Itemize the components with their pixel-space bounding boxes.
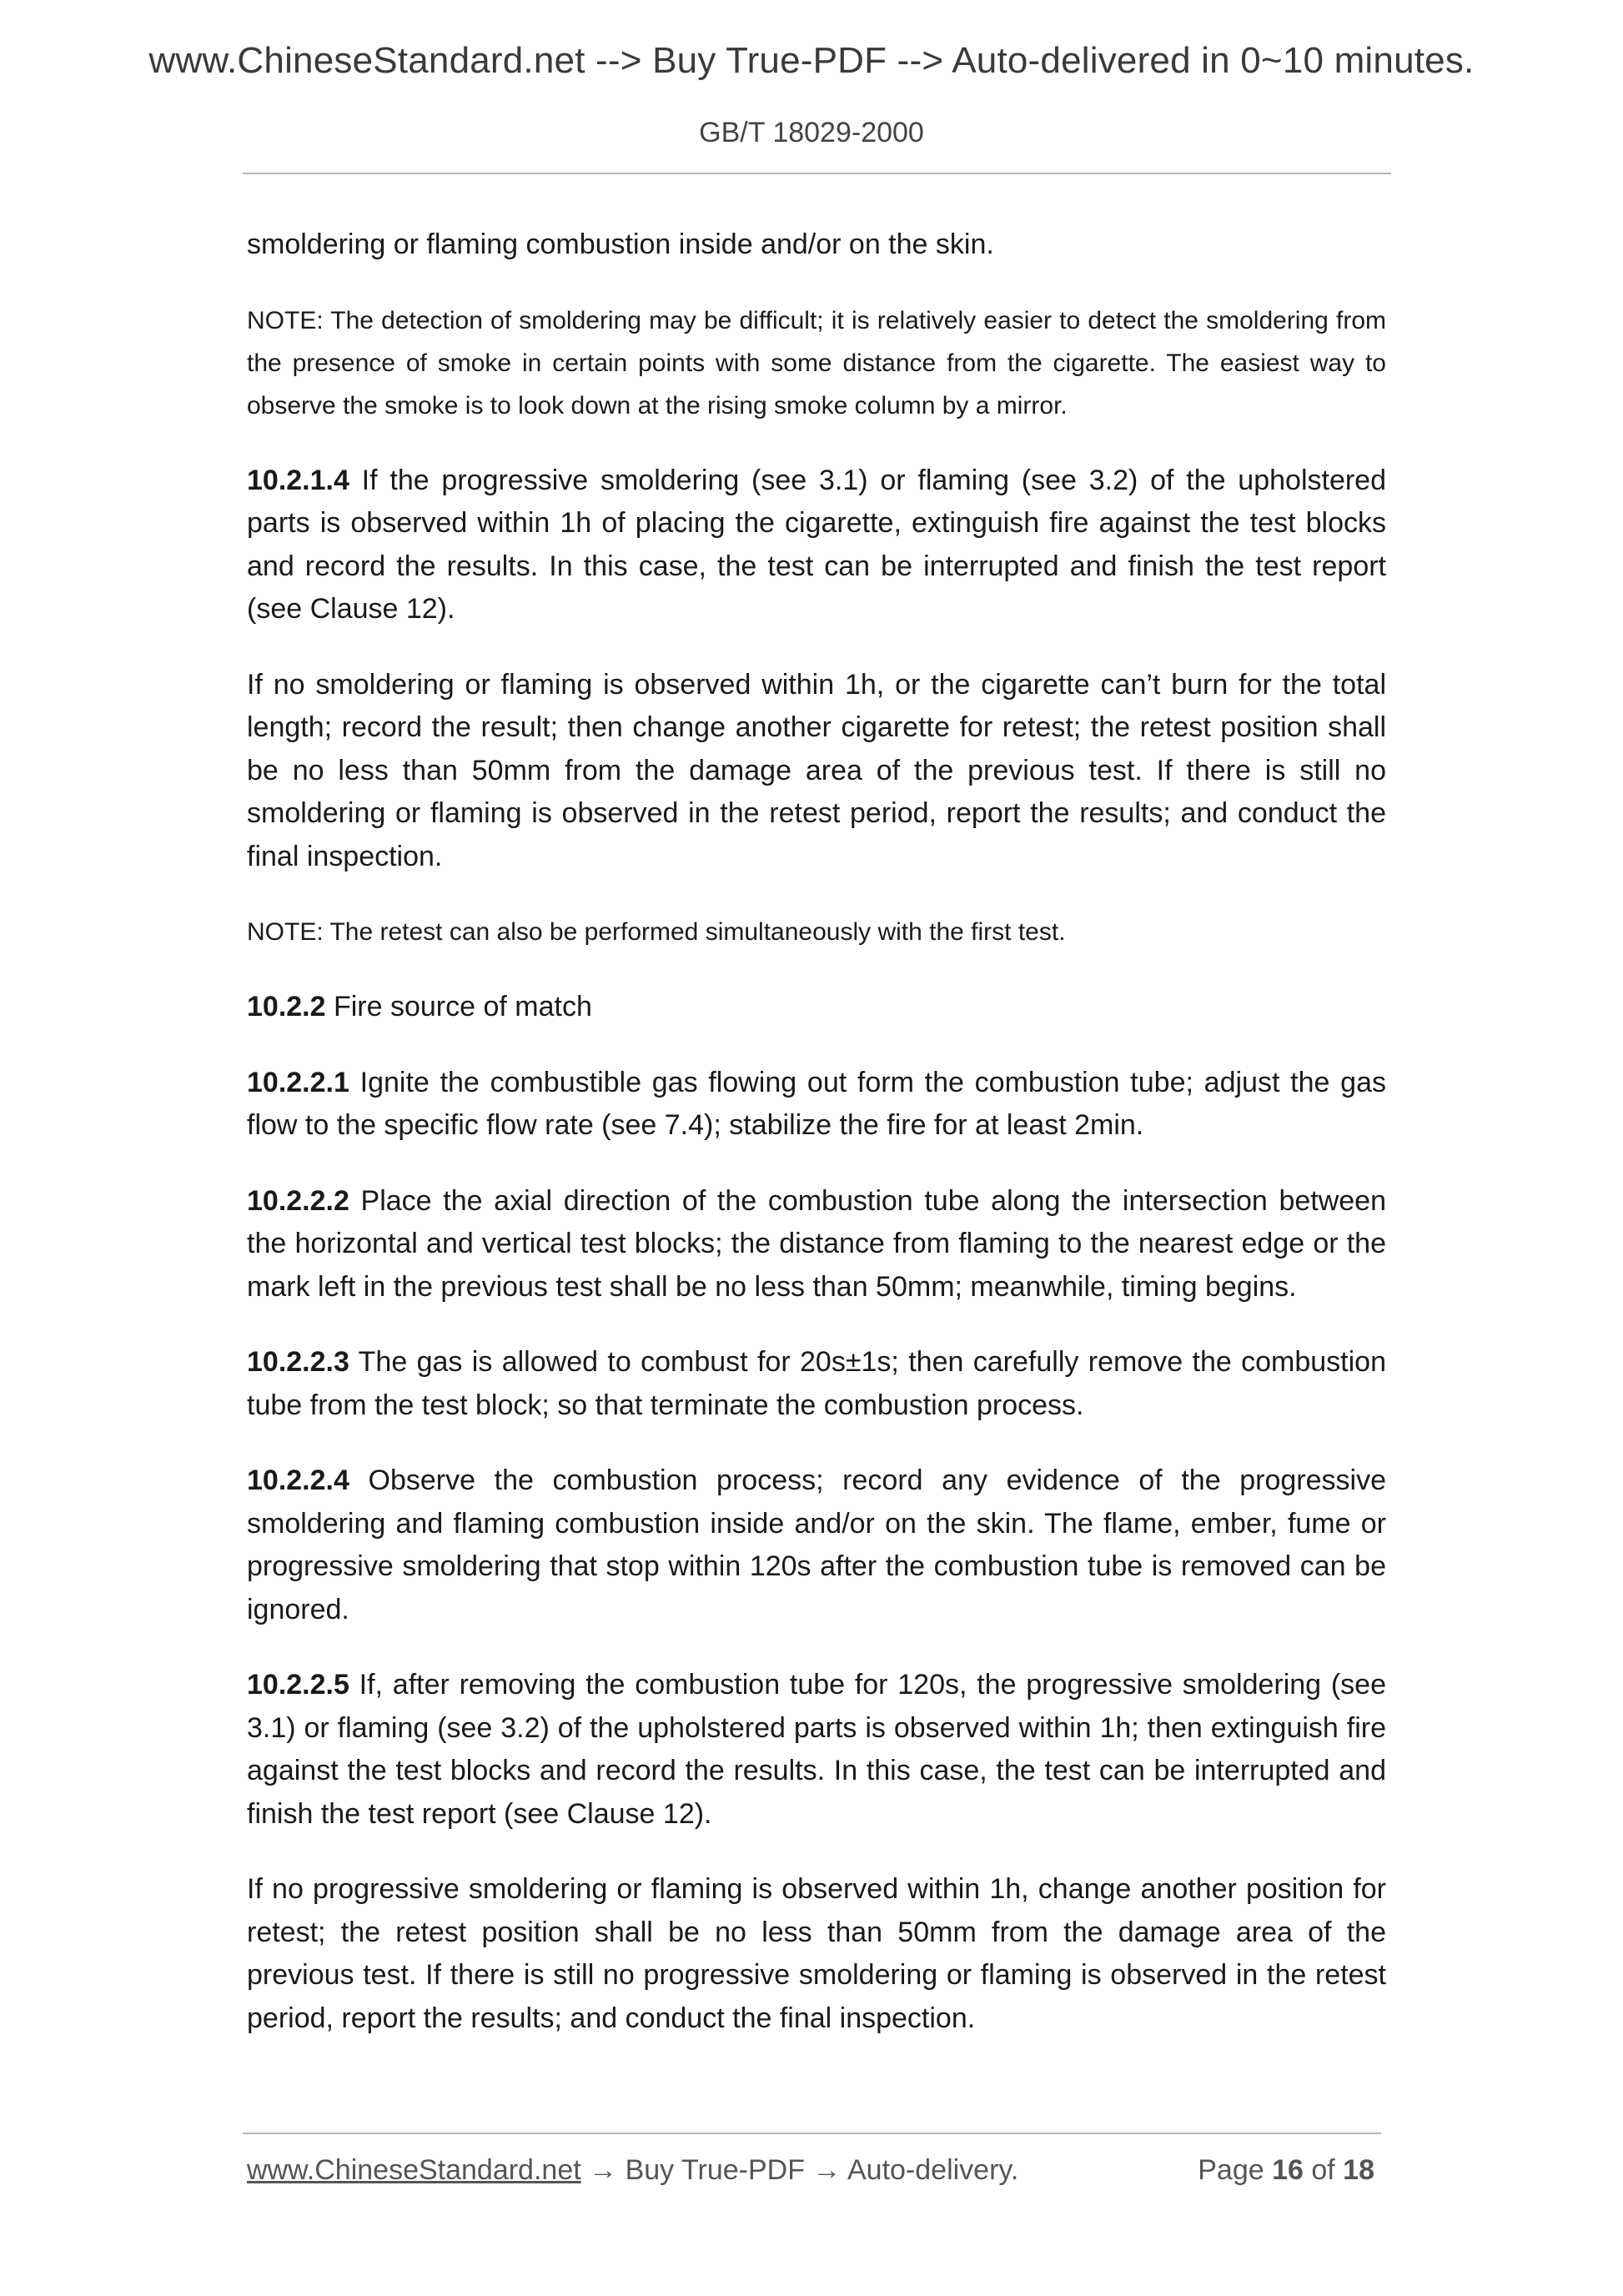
clause-number: 10.2.1.4 [247,464,349,496]
clause-text: The gas is allowed to combust for 20s±1s; then carefully remove the combustion tube from the test block; so that terminate the combustion process. [247,1346,1386,1421]
clause-text: Fire source of match [325,991,592,1022]
clause-10-2-2-2 [247,1180,1386,1309]
clause-text: If the progressive smoldering (see 3.1) or flaming (see 3.2) of the upholstered parts is observed within 1h of placing the cigarette, extinguish fire against the test blocks and record the results. In this case, the test can be interrupted and finish the test report (see Clause 12). [247,464,1386,625]
clause-10-2-2-5 [247,1664,1386,1836]
clause-text: Ignite the combustible gas flowing out form the combustion tube; adjust the gas flow to the specific flow rate (see 7.4); stabilize the fire for at least 2min. [247,1066,1386,1141]
clause-number: 10.2.2.2 [247,1184,349,1217]
paragraph-continuation: smoldering or flaming combustion inside and/or on the skin. [247,229,994,260]
clause-number: 10.2.2.3 [247,1346,349,1378]
clause-text: Observe the combustion process; record any evidence of the progressive smoldering and flaming combustion inside and/or on the skin. The flame, ember, fume or progressive smoldering that stop within 120s after the combustion tube is removed can be ignored. [247,1465,1386,1625]
footer-promo [247,2154,1018,2187]
paragraph-retest-match: If no progressive smoldering or flaming is observed within 1h, change another position for retest; the retest position shall be no less than 50mm from the damage area of the previous test. If there is still no progressive smoldering or flaming is observed in the retest period, report the results; and conduct the final inspection. [247,1873,1386,2034]
footer-divider [243,2133,1381,2134]
page-label: Page [1198,2154,1273,2186]
note-retest: NOTE: The retest can also be performed simultaneously with the first test. [247,918,1066,946]
note-smoke-detection: NOTE: The detection of smoldering may be difficult; it is relatively easier to detect the smoldering from the presence of smoke in certain points with some distance from the cigarette. The easiest way to observe the smoke is to look down at the rising smoke column by a mirror. [247,306,1386,420]
page-total: 18 [1343,2154,1374,2186]
standard-code: GB/T 18029-2000 [699,117,924,148]
clause-10-2-2-1 [247,1062,1386,1148]
page-current: 16 [1272,2154,1304,2186]
clause-10-2-2 [247,986,1386,1029]
clause-10-2-2-3 [247,1341,1386,1427]
site-banner: www.ChineseStandard.net --> Buy True-PDF --> Auto-delivered in 0~10 minutes. [148,40,1475,81]
clause-text: If, after removing the combustion tube for 120s, the progressive smoldering (see 3.1) or flaming (see 3.2) of the upholstered parts is observed within 1h; then extinguish fire against the test blocks and record the results. In this case, the test can be interrupted and finish the test report (see Clause 12). [247,1669,1386,1830]
footer-site-link[interactable]: www.ChineseStandard.net [247,2154,581,2186]
document-body [247,224,1386,2072]
header-divider [243,173,1391,174]
clause-number: 10.2.2 [247,991,326,1022]
paragraph-retest-cigarette: If no smoldering or flaming is observed within 1h, or the cigarette can’t burn for the total length; record the result; then change another cigarette for retest; the retest position shall be no less than 50mm from the damage area of the previous test. If there is still no smoldering or flaming is observed in the retest period, report the results; and conduct the final inspection. [247,668,1386,872]
clause-number: 10.2.2.1 [247,1066,349,1098]
page-number [1198,2154,1374,2187]
clause-text: Place the axial direction of the combustion tube along the intersection between the horizontal and vertical test blocks; the distance from flaming to the nearest edge or the mark left in the previous test shall be no less than 50mm; meanwhile, timing begins. [247,1184,1386,1303]
clause-10-2-2-4 [247,1459,1386,1631]
clause-number: 10.2.2.4 [247,1465,349,1496]
footer-tagline: → Buy True-PDF → Auto-delivery. [580,2154,1019,2186]
clause-10-2-1-4 [247,460,1386,631]
page-of: of [1303,2154,1344,2186]
page-footer [247,2154,1381,2196]
clause-number: 10.2.2.5 [247,1669,349,1701]
